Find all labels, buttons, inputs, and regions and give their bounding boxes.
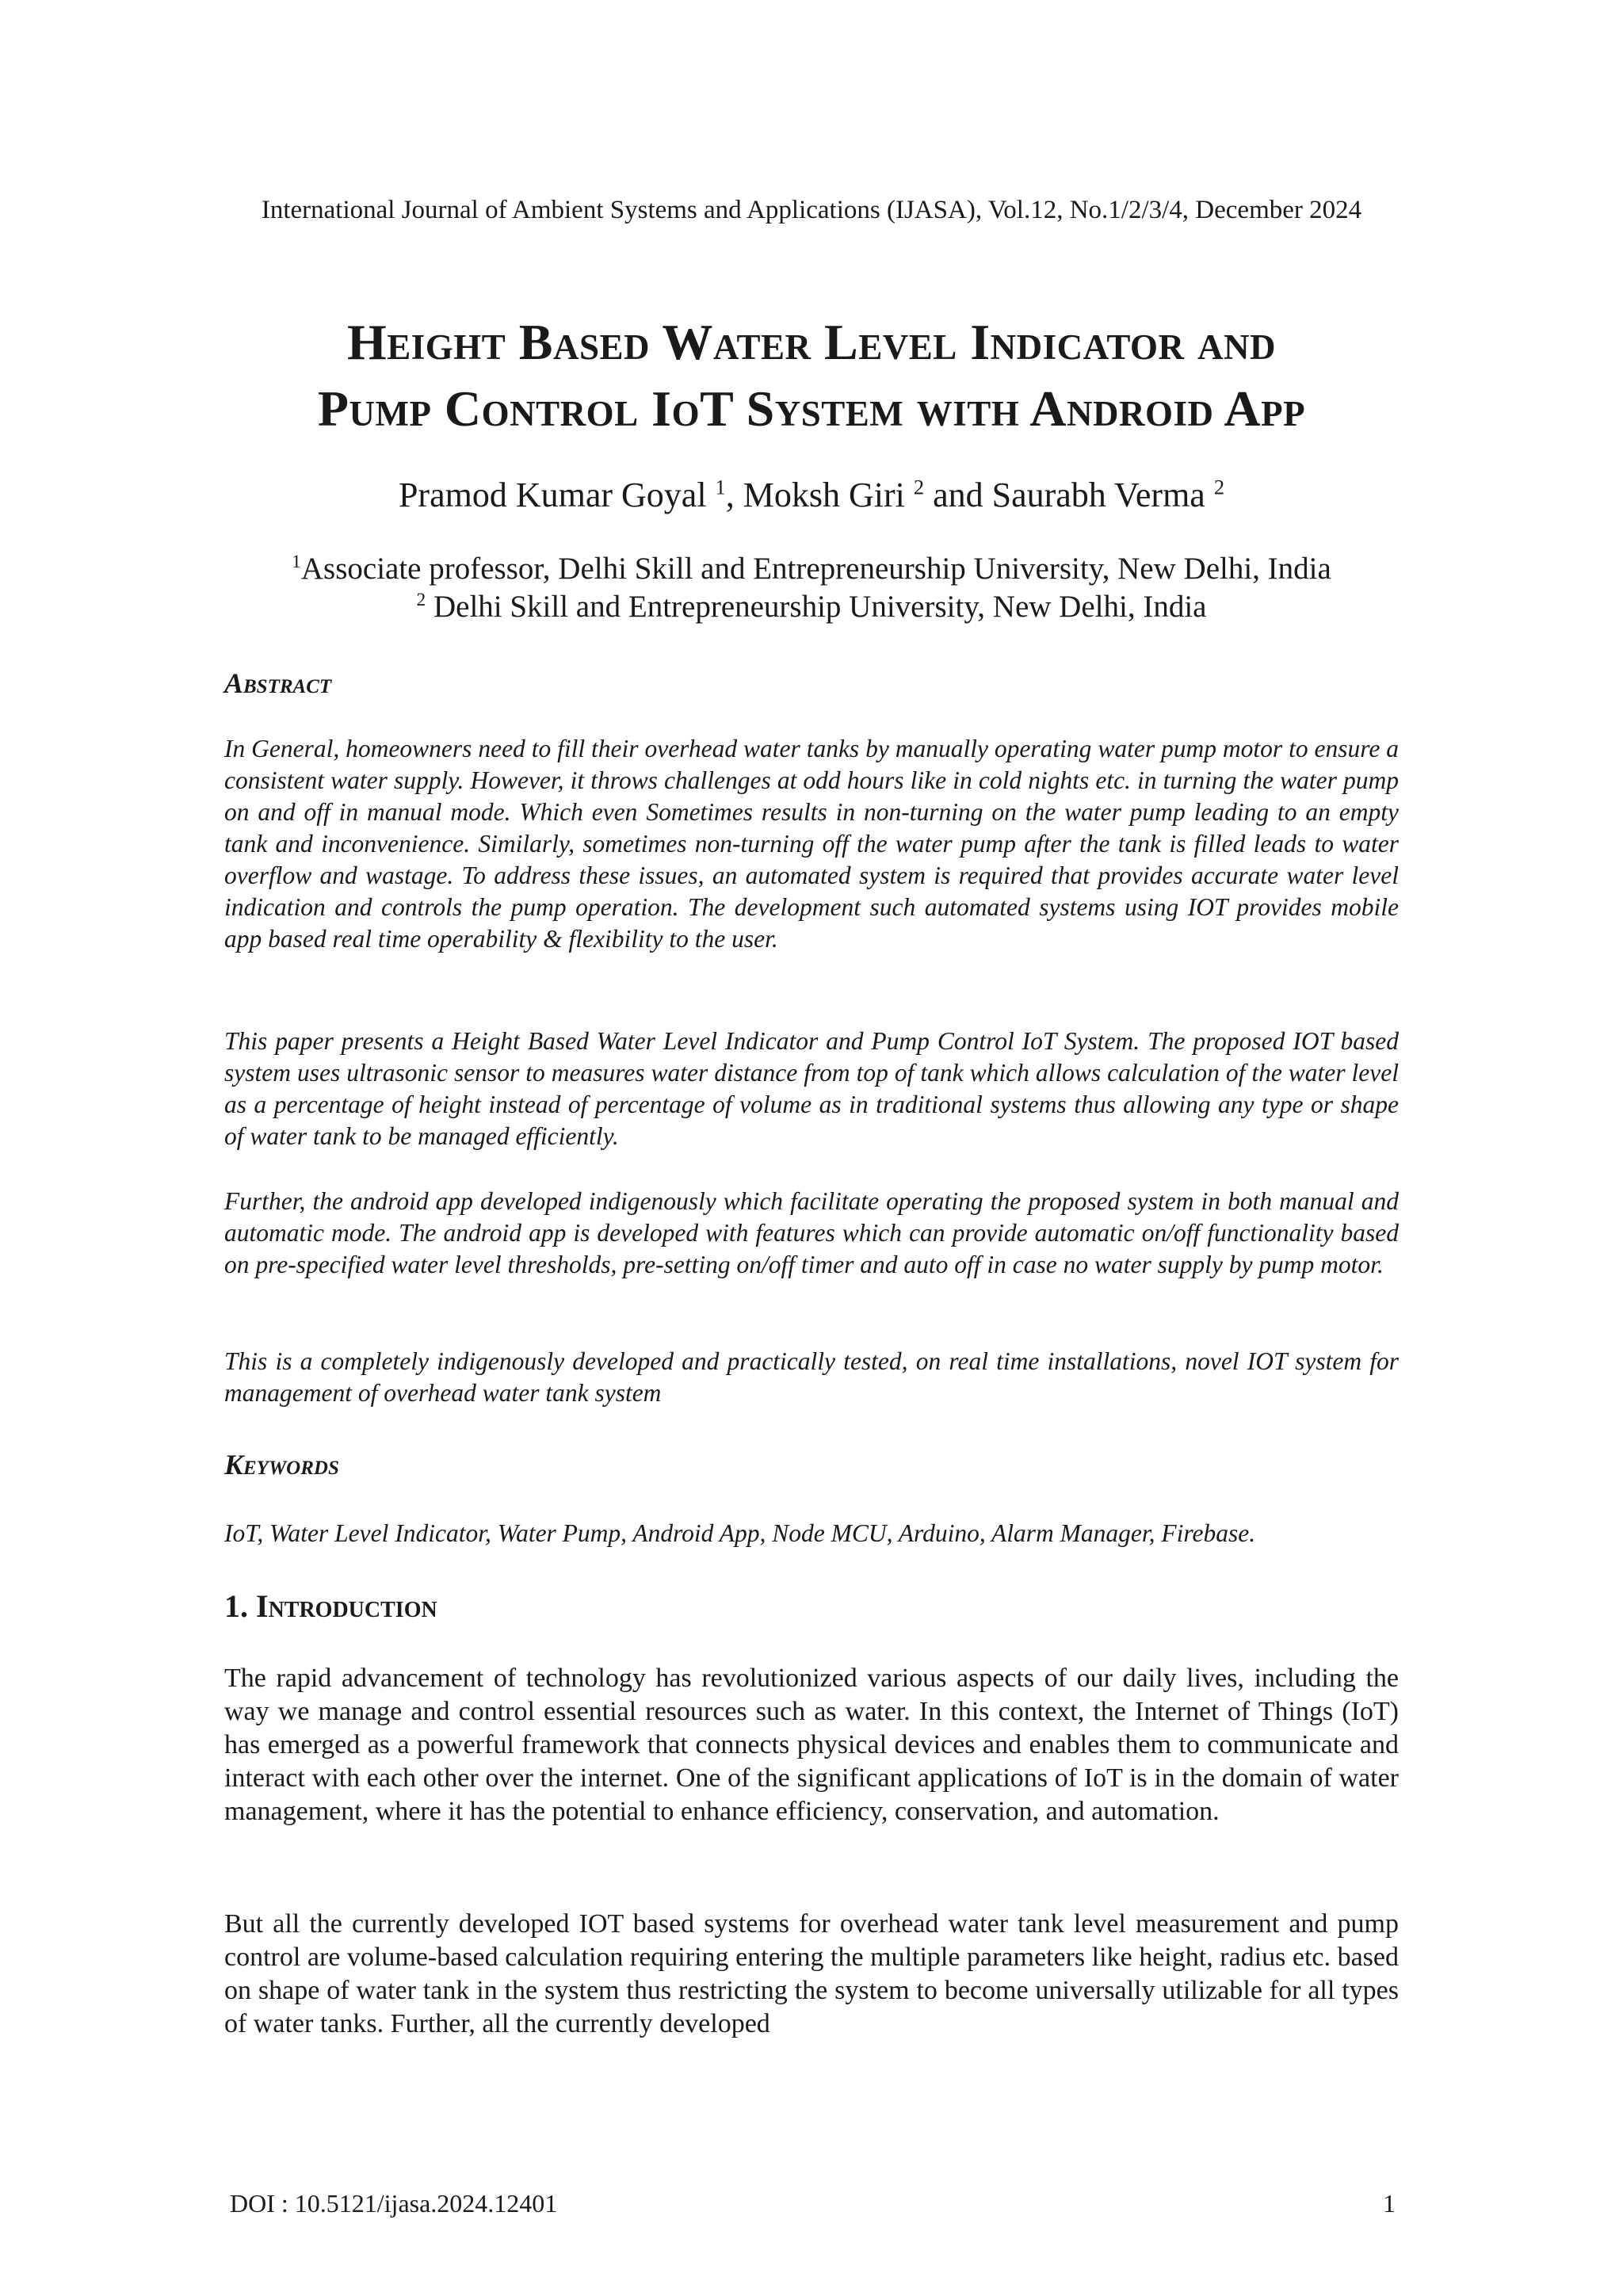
- introduction-paragraph: But all the currently developed IOT based systems for overhead water tank level measurement and pump control are volume-based calculation requiring entering the multiple parameters like height, radius etc. based on shape of water tank in the system thus restricting the system to become universally utilizable for all types of water tanks. Further, all the currently developed: [224, 1909, 1399, 2038]
- affiliation-2: [0, 589, 1623, 625]
- introduction-paragraph: The rapid advancement of technology has revolutionized various aspects of our daily lives, including the way we manage and control essential resources such as water. In this context, the Internet of Things (IoT) has emerged as a powerful framework that connects physical devices and enables them to communicate and interact with each other over the internet. One of the significant applications of IoT is in the domain of water management, where it has the potential to enhance efficiency, conservation, and automation.: [224, 1664, 1399, 1826]
- affiliation-text: Delhi Skill and Entrepreneurship University, New Delhi, India: [426, 590, 1207, 624]
- abstract-paragraph: In General, homeowners need to fill their overhead water tanks by manually operating water pump motor to ensure a consistent water supply. However, it throws challenges at odd hours like in cold nights etc. in turning the water pump on and off in manual mode. Which even Sometimes results in non-turning on the water pump leading to an empty tank and inconvenience. Similarly, sometimes non-turning off the water pump after the tank is filled leads to water overflow and wastage. To address these issues, an automated system is required that provides accurate water level indication and controls the pump operation. The development such automated systems using IOT provides mobile app based real time operability & flexibility to the user.: [224, 735, 1399, 953]
- author-name: and Saurabh Verma: [924, 476, 1205, 514]
- author-name: Pramod Kumar Goyal: [398, 476, 707, 514]
- affiliation-marker: 2: [416, 590, 426, 610]
- affiliation-marker: 1: [292, 552, 301, 572]
- abstract-heading: Abstract: [224, 667, 332, 699]
- abstract-paragraph: This paper presents a Height Based Water Level Indicator and Pump Control IoT System. The proposed IOT based system uses ultrasonic sensor to measures water distance from top of tank which allows calculation of the water level as a percentage of height instead of percentage of volume as in traditional systems thus allowing any type or shape of water tank to be managed efficiently.: [224, 1027, 1399, 1150]
- affiliation-1: [0, 551, 1623, 587]
- title-line-2: Pump Control IoT System with Android App: [317, 380, 1306, 437]
- abstract-paragraph: This is a completely indigenously developed and practically tested, on real time installations, novel IOT system for management of overhead water tank system: [224, 1347, 1399, 1407]
- paper-title: [143, 309, 1480, 442]
- author-affiliation-marker: 1: [715, 475, 726, 499]
- keywords-heading: Keywords: [224, 1449, 339, 1480]
- affiliation-text: Associate professor, Delhi Skill and Entrepreneurship University, New Delhi, India: [300, 552, 1331, 586]
- introduction-heading: 1. Introduction: [224, 1588, 437, 1624]
- author-list: [0, 474, 1623, 517]
- running-header: International Journal of Ambient Systems and Applications (IJASA), Vol.12, No.1/2/3/4, December 2024: [261, 196, 1362, 224]
- title-line-1: Height Based Water Level Indicator and: [346, 314, 1277, 370]
- author-affiliation-marker: 2: [1213, 475, 1225, 499]
- keywords-text: IoT, Water Level Indicator, Water Pump, Android App, Node MCU, Arduino, Alarm Manager, Firebase.: [224, 1519, 1256, 1547]
- author-name: , Moksh Giri: [725, 476, 905, 514]
- author-affiliation-marker: 2: [913, 475, 925, 499]
- abstract-paragraph: Further, the android app developed indigenously which facilitate operating the proposed system in both manual and automatic mode. The android app is developed with features which can provide automatic on/off functionality based on pre-specified water level thresholds, pre-setting on/off timer and auto off in case no water supply by pump motor.: [224, 1187, 1399, 1278]
- footer-doi: DOI : 10.5121/ijasa.2024.12401: [230, 2189, 558, 2218]
- page-number: 1: [1383, 2189, 1396, 2218]
